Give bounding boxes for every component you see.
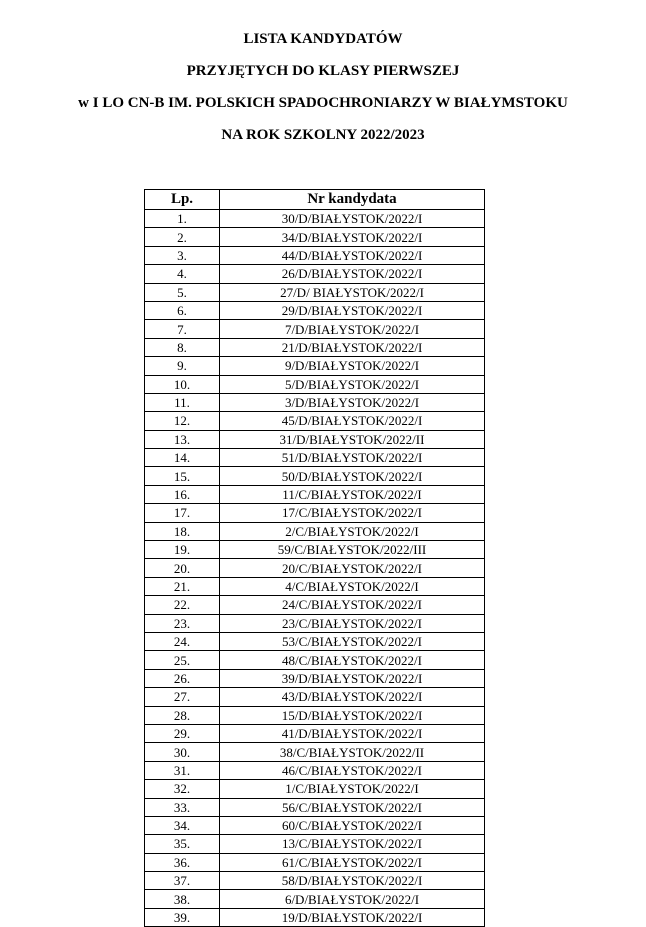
table-row — [145, 706, 485, 724]
candidate-number-cell: 17/C/BIAŁYSTOK/2022/I — [220, 504, 485, 522]
row-number-cell: 33. — [145, 798, 220, 816]
candidate-number-cell: 46/C/BIAŁYSTOK/2022/I — [220, 761, 485, 779]
row-number-cell: 15. — [145, 467, 220, 485]
candidate-number-cell: 19/D/BIAŁYSTOK/2022/I — [220, 908, 485, 926]
candidate-number-cell: 4/C/BIAŁYSTOK/2022/I — [220, 577, 485, 595]
row-number-cell: 38. — [145, 890, 220, 908]
table-row — [145, 669, 485, 687]
table-row — [145, 559, 485, 577]
candidate-number-cell: 15/D/BIAŁYSTOK/2022/I — [220, 706, 485, 724]
row-number-cell: 30. — [145, 743, 220, 761]
row-number-cell: 37. — [145, 872, 220, 890]
row-number-cell: 2. — [145, 228, 220, 246]
table-row — [145, 485, 485, 503]
candidate-number-cell: 58/D/BIAŁYSTOK/2022/I — [220, 872, 485, 890]
table-row — [145, 541, 485, 559]
row-number-cell: 8. — [145, 338, 220, 356]
candidate-number-cell: 6/D/BIAŁYSTOK/2022/I — [220, 890, 485, 908]
table-row — [145, 816, 485, 834]
candidates-table — [144, 189, 485, 927]
row-number-cell: 7. — [145, 320, 220, 338]
table-header-row — [145, 190, 485, 210]
candidate-number-cell: 7/D/BIAŁYSTOK/2022/I — [220, 320, 485, 338]
row-number-cell: 6. — [145, 301, 220, 319]
candidate-number-cell: 48/C/BIAŁYSTOK/2022/I — [220, 651, 485, 669]
candidate-number-cell: 3/D/BIAŁYSTOK/2022/I — [220, 393, 485, 411]
row-number-cell: 19. — [145, 541, 220, 559]
row-number-cell: 25. — [145, 651, 220, 669]
table-row — [145, 467, 485, 485]
candidate-number-cell: 38/C/BIAŁYSTOK/2022/II — [220, 743, 485, 761]
table-row — [145, 651, 485, 669]
candidate-number-cell: 50/D/BIAŁYSTOK/2022/I — [220, 467, 485, 485]
row-number-cell: 20. — [145, 559, 220, 577]
row-number-cell: 3. — [145, 246, 220, 264]
table-row — [145, 320, 485, 338]
candidate-number-cell: 56/C/BIAŁYSTOK/2022/I — [220, 798, 485, 816]
candidate-number-cell: 2/C/BIAŁYSTOK/2022/I — [220, 522, 485, 540]
row-number-cell: 22. — [145, 596, 220, 614]
table-body — [145, 210, 485, 927]
table-row — [145, 688, 485, 706]
candidate-number-cell: 43/D/BIAŁYSTOK/2022/I — [220, 688, 485, 706]
table-row — [145, 596, 485, 614]
column-header-lp: Lp. — [145, 190, 220, 210]
candidate-number-cell: 23/C/BIAŁYSTOK/2022/I — [220, 614, 485, 632]
candidate-number-cell: 29/D/BIAŁYSTOK/2022/I — [220, 301, 485, 319]
table-row — [145, 265, 485, 283]
table-row — [145, 614, 485, 632]
title-line-4: NA ROK SZKOLNY 2022/2023 — [221, 127, 425, 143]
table-row — [145, 412, 485, 430]
candidate-number-cell: 39/D/BIAŁYSTOK/2022/I — [220, 669, 485, 687]
candidate-number-cell: 26/D/BIAŁYSTOK/2022/I — [220, 265, 485, 283]
candidate-number-cell: 45/D/BIAŁYSTOK/2022/I — [220, 412, 485, 430]
table-row — [145, 577, 485, 595]
candidate-number-cell: 31/D/BIAŁYSTOK/2022/II — [220, 430, 485, 448]
table-row — [145, 798, 485, 816]
candidate-number-cell: 13/C/BIAŁYSTOK/2022/I — [220, 835, 485, 853]
row-number-cell: 29. — [145, 724, 220, 742]
row-number-cell: 12. — [145, 412, 220, 430]
title-line-2: PRZYJĘTYCH DO KLASY PIERWSZEJ — [186, 63, 460, 79]
table-row — [145, 283, 485, 301]
table-row — [145, 632, 485, 650]
row-number-cell: 39. — [145, 908, 220, 926]
row-number-cell: 14. — [145, 449, 220, 467]
row-number-cell: 21. — [145, 577, 220, 595]
candidate-number-cell: 53/C/BIAŁYSTOK/2022/I — [220, 632, 485, 650]
table-row — [145, 743, 485, 761]
candidate-number-cell: 59/C/BIAŁYSTOK/2022/III — [220, 541, 485, 559]
row-number-cell: 35. — [145, 835, 220, 853]
table-row — [145, 504, 485, 522]
title-line-1: LISTA KANDYDATÓW — [243, 31, 403, 47]
row-number-cell: 11. — [145, 393, 220, 411]
row-number-cell: 18. — [145, 522, 220, 540]
row-number-cell: 23. — [145, 614, 220, 632]
table-row — [145, 357, 485, 375]
table-row — [145, 522, 485, 540]
row-number-cell: 28. — [145, 706, 220, 724]
candidate-number-cell: 44/D/BIAŁYSTOK/2022/I — [220, 246, 485, 264]
candidate-number-cell: 60/C/BIAŁYSTOK/2022/I — [220, 816, 485, 834]
table-row — [145, 246, 485, 264]
candidate-number-cell: 27/D/ BIAŁYSTOK/2022/I — [220, 283, 485, 301]
candidate-number-cell: 30/D/BIAŁYSTOK/2022/I — [220, 210, 485, 228]
row-number-cell: 9. — [145, 357, 220, 375]
table-row — [145, 890, 485, 908]
table-row — [145, 761, 485, 779]
candidate-number-cell: 51/D/BIAŁYSTOK/2022/I — [220, 449, 485, 467]
row-number-cell: 4. — [145, 265, 220, 283]
candidate-number-cell: 61/C/BIAŁYSTOK/2022/I — [220, 853, 485, 871]
candidate-number-cell: 21/D/BIAŁYSTOK/2022/I — [220, 338, 485, 356]
row-number-cell: 24. — [145, 632, 220, 650]
candidate-number-cell: 11/C/BIAŁYSTOK/2022/I — [220, 485, 485, 503]
row-number-cell: 36. — [145, 853, 220, 871]
column-header-nr-kandydata: Nr kandydata — [220, 190, 485, 210]
table-row — [145, 835, 485, 853]
candidate-number-cell: 1/C/BIAŁYSTOK/2022/I — [220, 780, 485, 798]
row-number-cell: 34. — [145, 816, 220, 834]
candidate-number-cell: 9/D/BIAŁYSTOK/2022/I — [220, 357, 485, 375]
candidate-number-cell: 20/C/BIAŁYSTOK/2022/I — [220, 559, 485, 577]
row-number-cell: 17. — [145, 504, 220, 522]
row-number-cell: 13. — [145, 430, 220, 448]
table-row — [145, 228, 485, 246]
row-number-cell: 16. — [145, 485, 220, 503]
candidate-number-cell: 34/D/BIAŁYSTOK/2022/I — [220, 228, 485, 246]
table-row — [145, 449, 485, 467]
table-row — [145, 375, 485, 393]
candidate-number-cell: 41/D/BIAŁYSTOK/2022/I — [220, 724, 485, 742]
table-row — [145, 301, 485, 319]
table-row — [145, 210, 485, 228]
row-number-cell: 5. — [145, 283, 220, 301]
table-row — [145, 908, 485, 926]
table-row — [145, 430, 485, 448]
table-row — [145, 338, 485, 356]
row-number-cell: 1. — [145, 210, 220, 228]
title-line-3: w I LO CN-B IM. POLSKICH SPADOCHRONIARZY W BIAŁYMSTOKU — [78, 95, 568, 111]
row-number-cell: 10. — [145, 375, 220, 393]
candidate-number-cell: 5/D/BIAŁYSTOK/2022/I — [220, 375, 485, 393]
row-number-cell: 32. — [145, 780, 220, 798]
row-number-cell: 26. — [145, 669, 220, 687]
table-row — [145, 393, 485, 411]
table-row — [145, 853, 485, 871]
candidate-number-cell: 24/C/BIAŁYSTOK/2022/I — [220, 596, 485, 614]
table-row — [145, 780, 485, 798]
row-number-cell: 31. — [145, 761, 220, 779]
row-number-cell: 27. — [145, 688, 220, 706]
table-row — [145, 724, 485, 742]
table-row — [145, 872, 485, 890]
